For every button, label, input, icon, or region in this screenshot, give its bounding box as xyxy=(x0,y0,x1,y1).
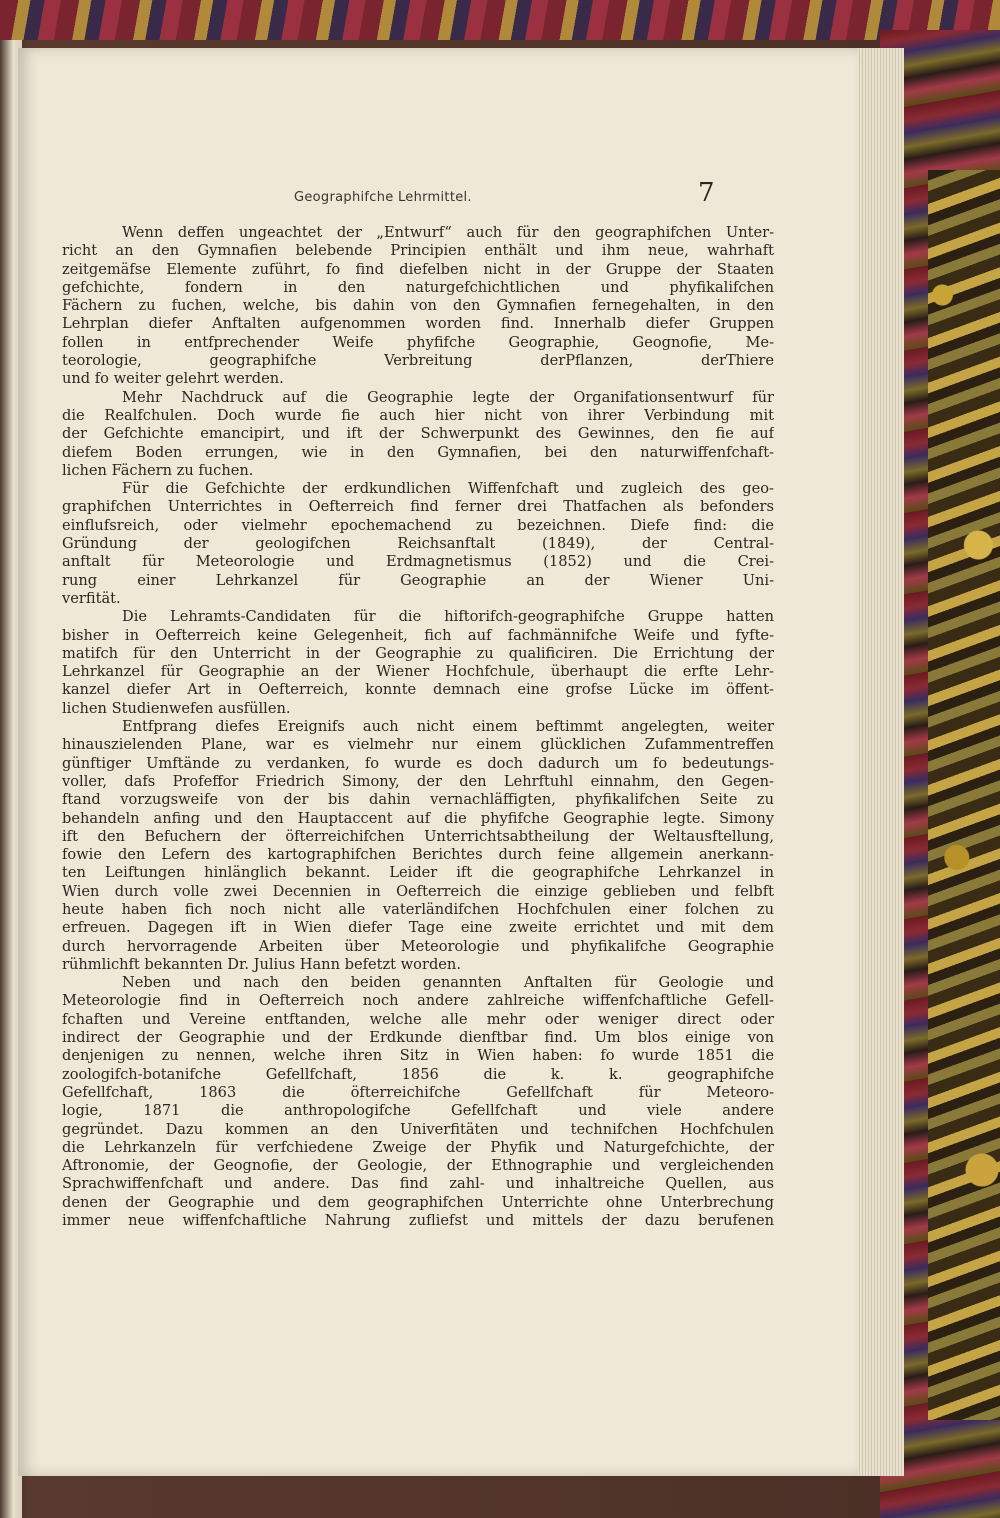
text-line: ten Leiftungen hinlänglich bekannt. Leider ift die geographifche Lehrkanzel in xyxy=(62,864,774,882)
text-line: rung einer Lehrkanzel für Geographie an der Wiener Uni- xyxy=(62,571,774,589)
text-line: logie, 1871 die anthropologifche Gefellfchaft und viele andere xyxy=(62,1102,774,1120)
text-line: Lehrkanzel für Geographie an der Wiener Hochfchule, überhaupt die erfte Lehr- xyxy=(62,663,774,681)
text-line: lichen Studienwefen ausfüllen. xyxy=(62,699,291,717)
text-line: teorologie, geographifche Verbreitung derPflanzen, derThiere xyxy=(62,352,774,370)
text-line: matifch für den Unterricht in der Geographie zu qualificiren. Die Errichtung der xyxy=(62,644,774,662)
text-line: rühmlichft bekannten Dr. Julius Hann befetzt worden. xyxy=(62,955,461,973)
book-page xyxy=(18,48,858,1476)
text-line: fchaften und Vereine entftanden, welche alle mehr oder weniger direct oder xyxy=(62,1010,774,1028)
text-line: graphifchen Unterrichtes in Oefterreich find ferner drei Thatfachen als befonders xyxy=(62,498,774,516)
text-line: Aftronomie, der Geognofie, der Geologie, der Ethnographie und vergleichenden xyxy=(62,1157,774,1175)
text-line: gefchichte, fondern in den naturgefchichtlichen und phyfikalifchen xyxy=(62,278,774,296)
text-line: Neben und nach den beiden genannten Anftalten für Geologie und xyxy=(122,974,774,992)
text-line: denjenigen zu nennen, welche ihren Sitz in Wien haben: fo wurde 1851 die xyxy=(62,1047,774,1065)
body-text xyxy=(62,224,774,1230)
page-number: 7 xyxy=(698,178,715,208)
marbled-board xyxy=(928,170,1000,1420)
text-line: fowie den Lefern des kartographifchen Berichtes durch feine allgemein anerkann- xyxy=(62,846,774,864)
text-line: follen in entfprechender Weife phyfifche Geographie, Geognofie, Me- xyxy=(62,333,774,351)
text-line: günftiger Umftände zu verdanken, fo wurde es doch dadurch um fo bedeutungs- xyxy=(62,754,774,772)
text-line: Wenn deffen ungeachtet der „Entwurf“ auch für den geographifchen Unter- xyxy=(122,224,774,241)
page-header xyxy=(18,178,858,214)
text-line: lichen Fächern zu fuchen. xyxy=(62,461,254,479)
running-head: Geographifche Lehrmittel. xyxy=(294,190,472,205)
text-line: hinauszielenden Plane, war es vielmehr nur einem glücklichen Zufammentreffen xyxy=(62,736,774,754)
text-line: Fächern zu fuchen, welche, bis dahin von den Gymnafien fernegehalten, in den xyxy=(62,297,774,315)
text-line: voller, dafs Profeffor Friedrich Simony, der den Lehrftuhl einnahm, den Gegen- xyxy=(62,772,774,790)
text-line: immer neue wiffenfchaftliche Nahrung zufliefst und mittels der dazu berufenen xyxy=(62,1212,774,1230)
text-line: diefem Boden errungen, wie in den Gymnafien, bei den naturwiffenfchaft- xyxy=(62,443,774,461)
text-line: heute haben fich noch nicht alle vaterländifchen Hochfchulen einer folchen zu xyxy=(62,900,774,918)
text-line: Für die Gefchichte der erdkundlichen Wiffenfchaft und zugleich des geo- xyxy=(122,480,774,498)
text-line: die Lehrkanzeln für verfchiedene Zweige der Phyfik und Naturgefchichte, der xyxy=(62,1138,774,1156)
text-line: der Gefchichte emancipirt, und ift der Schwerpunkt des Gewinnes, den fie auf xyxy=(62,425,774,443)
text-line: Gründung der geologifchen Reichsanftalt (1849), der Central- xyxy=(62,535,774,553)
text-line: anftalt für Meteorologie und Erdmagnetismus (1852) und die Crei- xyxy=(62,553,774,571)
text-line: bisher in Oefterreich keine Gelegenheit, fich auf fachmännifche Weife und fyfte- xyxy=(62,626,774,644)
text-line: Entfprang diefes Ereignifs auch nicht einem beftimmt angelegten, weiter xyxy=(122,718,774,736)
text-line: Mehr Nachdruck auf die Geographie legte der Organifationsentwurf für xyxy=(122,388,774,406)
text-line: denen der Geographie und dem geographifchen Unterrichte ohne Unterbrechung xyxy=(62,1193,774,1211)
text-line: Meteorologie find in Oefterreich noch andere zahlreiche wiffenfchaftliche Gefell- xyxy=(62,992,774,1010)
text-line: ftand vorzugsweife von der bis dahin vernachläffigten, phyfikalifchen Seite zu xyxy=(62,791,774,809)
text-line: zeitgemäfse Elemente zuführt, fo find diefelben nicht in der Gruppe der Staaten xyxy=(62,260,774,278)
text-line: erfreuen. Dagegen ift in Wien diefer Tage eine zweite errichtet und mit dem xyxy=(62,919,774,937)
text-line: Die Lehramts-Candidaten für die hiftorifch-geographifche Gruppe hatten xyxy=(122,608,774,626)
text-line: ift den Befuchern der öfterreichifchen Unterrichtsabtheilung der Weltausftellung, xyxy=(62,827,774,845)
text-line: kanzel diefer Art in Oefterreich, konnte demnach eine grofse Lücke im öffent- xyxy=(62,681,774,699)
text-line: und fo weiter gelehrt werden. xyxy=(62,370,284,388)
text-line: gegründet. Dazu kommen an den Univerfitäten und technifchen Hochfchulen xyxy=(62,1120,774,1138)
text-line: Sprachwiffenfchaft und andere. Das find zahl- und inhaltreiche Quellen, aus xyxy=(62,1175,774,1193)
text-line: zoologifch-botanifche Gefellfchaft, 1856 die k. k. geographifche xyxy=(62,1065,774,1083)
text-line: Lehrplan diefer Anftalten aufgenommen worden find. Innerhalb diefer Gruppen xyxy=(62,315,774,333)
text-line: richt an den Gymnafien belebende Principien enthält und ihm neue, wahrhaft xyxy=(62,242,774,260)
text-line: Wien durch volle zwei Decennien in Oefterreich die einzige geblieben und felbft xyxy=(62,882,774,900)
text-line: durch hervorragende Arbeiten über Meteorologie und phyfikalifche Geographie xyxy=(62,937,774,955)
text-line: behandeln anfing und den Hauptaccent auf die phyfifche Geographie legte. Simony xyxy=(62,809,774,827)
text-line: die Realfchulen. Doch wurde fie auch hier nicht von ihrer Verbindung mit xyxy=(62,406,774,424)
text-line: verfität. xyxy=(62,589,121,607)
text-line: indirect der Geographie und der Erdkunde dienftbar find. Um blos einige von xyxy=(62,1029,774,1047)
text-line: Gefellfchaft, 1863 die öfterreichifche Gefellfchaft für Meteoro- xyxy=(62,1083,774,1101)
marbled-top-edge xyxy=(0,0,1000,40)
text-line: einflufsreich, oder vielmehr epochemachend zu bezeichnen. Diefe find: die xyxy=(62,516,774,534)
